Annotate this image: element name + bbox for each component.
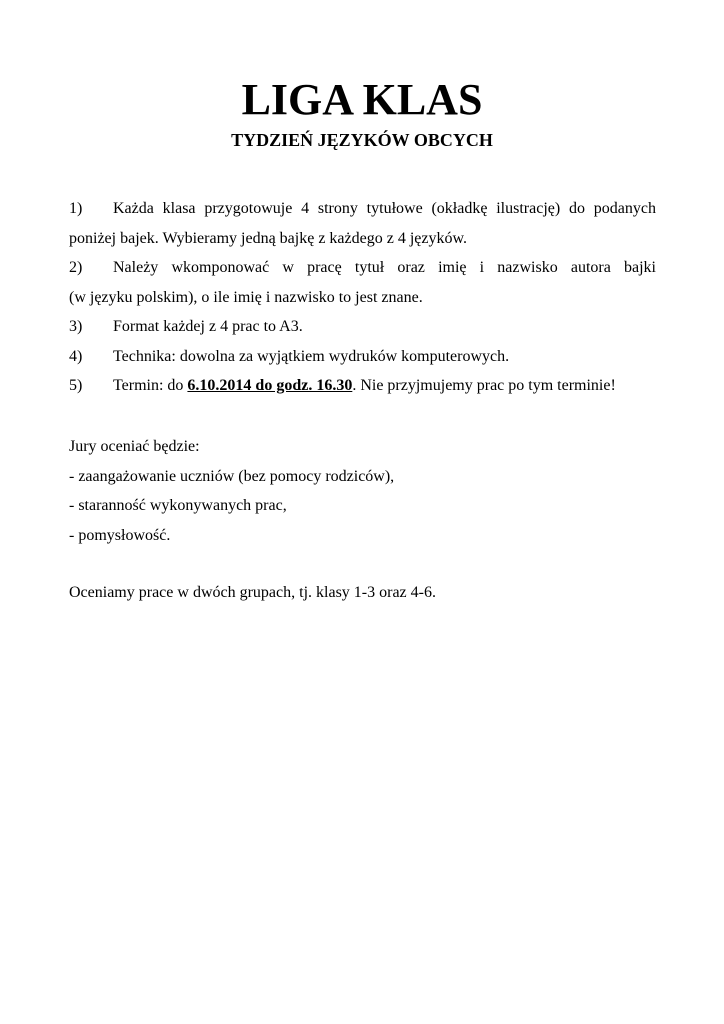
rules-list bbox=[69, 194, 656, 401]
jury-criterion: - staranność wykonywanych prac, bbox=[69, 497, 287, 514]
rule-text bbox=[113, 371, 656, 401]
jury-section bbox=[69, 432, 656, 550]
deadline-date: 6.10.2014 do godz. 16.30 bbox=[187, 377, 353, 394]
rule-text-continuation: (w języku polskim), o ile imię i nazwisko to jest znane. bbox=[69, 288, 423, 306]
jury-heading: Jury oceniać będzie: bbox=[69, 438, 200, 455]
jury-criterion: - pomysłowość. bbox=[69, 526, 171, 544]
document-title: LIGA KLAS bbox=[241, 75, 483, 124]
rule-number: 2) bbox=[69, 259, 83, 276]
rule-item-5 bbox=[69, 371, 656, 401]
rule-text: Format każdej z 4 prac to A3. bbox=[113, 318, 303, 335]
rule-item-1 bbox=[69, 194, 656, 224]
document-subtitle: TYDZIEŃ JĘZYKÓW OBCYCH bbox=[231, 130, 493, 150]
rule-text: Technika: dowolna za wyjątkiem wydruków komputerowych. bbox=[113, 347, 510, 365]
rule-number: 3) bbox=[69, 318, 83, 335]
rule-text-continuation: poniżej bajek. Wybieramy jedną bajkę z każdego z 4 języków. bbox=[69, 229, 467, 247]
deadline-prefix: Termin: do bbox=[113, 377, 188, 394]
rule-text-line: Należy wkomponować w pracę tytuł oraz imię i nazwisko autora bajki bbox=[113, 259, 656, 276]
deadline-suffix: . Nie przyjmujemy prac po tym terminie! bbox=[352, 377, 616, 394]
rule-text-line: Każda klasa przygotowuje 4 strony tytułowe (okładkę ilustrację) do podanych bbox=[113, 200, 656, 217]
rule-number: 4) bbox=[69, 347, 83, 365]
grouping-note: Oceniamy prace w dwóch grupach, tj. klasy 1-3 oraz 4-6. bbox=[69, 584, 436, 601]
jury-criterion: - zaangażowanie uczniów (bez pomocy rodziców), bbox=[69, 467, 395, 485]
rule-number: 5) bbox=[69, 377, 83, 394]
rule-item-4 bbox=[69, 342, 656, 372]
rule-item-3 bbox=[69, 312, 656, 342]
rule-item-2 bbox=[69, 253, 656, 283]
rule-number: 1) bbox=[69, 200, 83, 217]
